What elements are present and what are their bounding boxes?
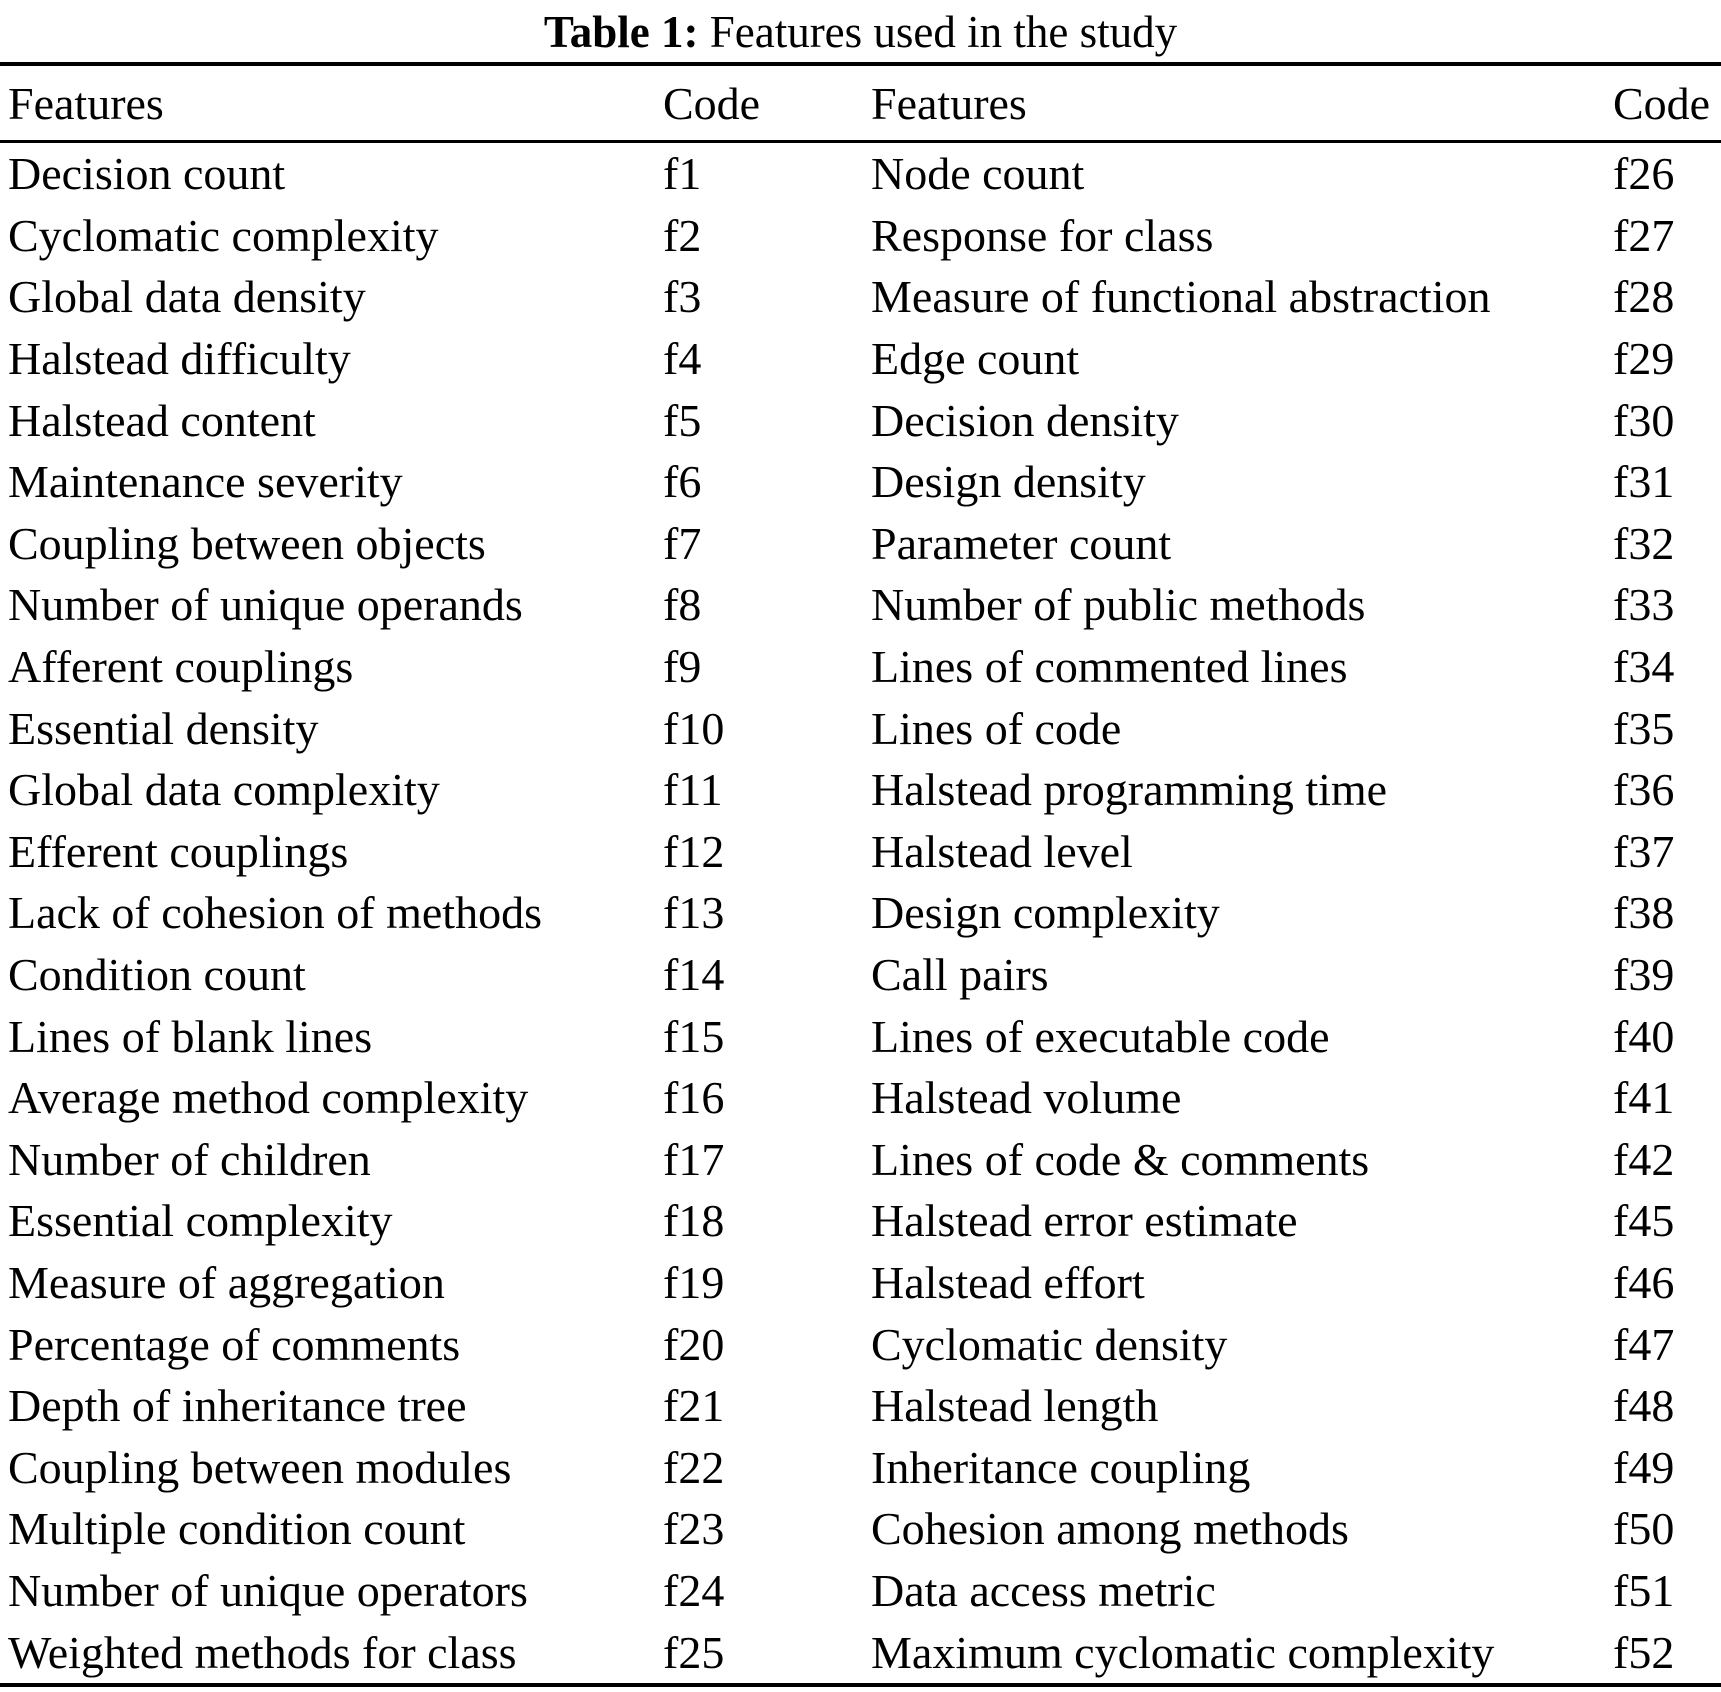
feature-cell: Number of unique operators xyxy=(8,1564,528,1616)
feature-cell: Multiple condition count xyxy=(8,1503,466,1555)
code-cell: f14 xyxy=(663,949,725,1001)
code-cell: f21 xyxy=(663,1380,725,1432)
code-cell: f50 xyxy=(1613,1503,1675,1555)
feature-cell: Coupling between modules xyxy=(8,1441,512,1493)
table-row xyxy=(0,574,1721,636)
code-cell: f35 xyxy=(1613,702,1675,754)
table-row xyxy=(0,636,1721,698)
code-cell: f36 xyxy=(1613,764,1675,816)
code-cell: f47 xyxy=(1613,1318,1675,1370)
code-cell: f41 xyxy=(1613,1072,1675,1124)
feature-cell: Design density xyxy=(871,456,1146,508)
code-cell: f17 xyxy=(663,1133,725,1185)
code-cell: f7 xyxy=(663,517,702,569)
feature-cell: Number of unique operands xyxy=(8,579,523,631)
table-caption xyxy=(0,0,1721,62)
feature-cell: Parameter count xyxy=(871,517,1172,569)
header-features-right: Features xyxy=(871,77,1027,129)
header-code-left: Code xyxy=(663,77,761,129)
table-row xyxy=(0,143,1721,205)
feature-cell: Lines of executable code xyxy=(871,1010,1330,1062)
table-bottom-rule xyxy=(0,1683,1721,1687)
feature-cell: Depth of inheritance tree xyxy=(8,1380,467,1432)
table-row xyxy=(0,266,1721,328)
code-cell: f45 xyxy=(1613,1195,1675,1247)
code-cell: f39 xyxy=(1613,949,1675,1001)
code-cell: f10 xyxy=(663,702,725,754)
feature-cell: Decision count xyxy=(8,148,286,200)
code-cell: f20 xyxy=(663,1318,725,1370)
table-row xyxy=(0,1313,1721,1375)
table-row xyxy=(0,1005,1721,1067)
table-row xyxy=(0,697,1721,759)
code-cell: f40 xyxy=(1613,1010,1675,1062)
feature-cell: Average method complexity xyxy=(8,1072,529,1124)
code-cell: f12 xyxy=(663,825,725,877)
feature-cell: Halstead programming time xyxy=(871,764,1388,816)
feature-cell: Measure of functional abstraction xyxy=(871,271,1491,323)
feature-cell: Measure of aggregation xyxy=(8,1256,445,1308)
feature-cell: Number of public methods xyxy=(871,579,1366,631)
feature-cell: Decision density xyxy=(871,394,1179,446)
code-cell: f3 xyxy=(663,271,702,323)
feature-cell: Maximum cyclomatic complexity xyxy=(871,1626,1495,1678)
code-cell: f22 xyxy=(663,1441,725,1493)
code-cell: f32 xyxy=(1613,517,1675,569)
table-row xyxy=(0,389,1721,451)
feature-cell: Node count xyxy=(871,148,1085,200)
table-row xyxy=(0,759,1721,821)
feature-cell: Lines of blank lines xyxy=(8,1010,373,1062)
table-row xyxy=(0,821,1721,883)
table-row xyxy=(0,1190,1721,1252)
code-cell: f18 xyxy=(663,1195,725,1247)
code-cell: f13 xyxy=(663,887,725,939)
feature-cell: Response for class xyxy=(871,209,1214,261)
feature-cell: Condition count xyxy=(8,949,306,1001)
feature-cell: Essential density xyxy=(8,702,319,754)
code-cell: f4 xyxy=(663,333,702,385)
code-cell: f30 xyxy=(1613,394,1675,446)
code-cell: f48 xyxy=(1613,1380,1675,1432)
code-cell: f42 xyxy=(1613,1133,1675,1185)
code-cell: f25 xyxy=(663,1626,725,1678)
feature-cell: Global data complexity xyxy=(8,764,440,816)
feature-cell: Efferent couplings xyxy=(8,825,349,877)
code-cell: f34 xyxy=(1613,641,1675,693)
table-caption-label: Table 1: xyxy=(543,7,699,57)
code-cell: f8 xyxy=(663,579,702,631)
code-cell: f37 xyxy=(1613,825,1675,877)
code-cell: f28 xyxy=(1613,271,1675,323)
feature-cell: Afferent couplings xyxy=(8,641,354,693)
code-cell: f46 xyxy=(1613,1256,1675,1308)
feature-cell: Global data density xyxy=(8,271,366,323)
feature-cell: Halstead length xyxy=(871,1380,1159,1432)
code-cell: f49 xyxy=(1613,1441,1675,1493)
code-cell: f29 xyxy=(1613,333,1675,385)
feature-cell: Edge count xyxy=(871,333,1080,385)
feature-cell: Cyclomatic density xyxy=(871,1318,1228,1370)
header-features-left: Features xyxy=(8,77,164,129)
feature-cell: Lines of commented lines xyxy=(871,641,1348,693)
code-cell: f1 xyxy=(663,148,702,200)
table-row xyxy=(0,1498,1721,1560)
code-cell: f23 xyxy=(663,1503,725,1555)
table-row xyxy=(0,882,1721,944)
code-cell: f31 xyxy=(1613,456,1675,508)
feature-cell: Halstead content xyxy=(8,394,316,446)
feature-cell: Data access metric xyxy=(871,1564,1216,1616)
code-cell: f15 xyxy=(663,1010,725,1062)
table-row xyxy=(0,1252,1721,1314)
code-cell: f24 xyxy=(663,1564,725,1616)
table-row xyxy=(0,513,1721,575)
code-cell: f38 xyxy=(1613,887,1675,939)
code-cell: f33 xyxy=(1613,579,1675,631)
code-cell: f5 xyxy=(663,394,702,446)
code-cell: f16 xyxy=(663,1072,725,1124)
feature-cell: Design complexity xyxy=(871,887,1220,939)
feature-cell: Maintenance severity xyxy=(8,456,403,508)
feature-cell: Percentage of comments xyxy=(8,1318,461,1370)
code-cell: f19 xyxy=(663,1256,725,1308)
feature-cell: Lack of cohesion of methods xyxy=(8,887,542,939)
feature-cell: Call pairs xyxy=(871,949,1049,1001)
feature-cell: Halstead level xyxy=(871,825,1133,877)
code-cell: f27 xyxy=(1613,209,1675,261)
feature-cell: Halstead error estimate xyxy=(871,1195,1298,1247)
code-cell: f52 xyxy=(1613,1626,1675,1678)
table-row xyxy=(0,1436,1721,1498)
table-row xyxy=(0,1375,1721,1437)
feature-cell: Halstead effort xyxy=(871,1256,1145,1308)
code-cell: f9 xyxy=(663,641,702,693)
feature-cell: Weighted methods for class xyxy=(8,1626,517,1678)
feature-cell: Inheritance coupling xyxy=(871,1441,1251,1493)
table-row xyxy=(0,1621,1721,1683)
table-row xyxy=(0,328,1721,390)
feature-cell: Cohesion among methods xyxy=(871,1503,1349,1555)
feature-cell: Halstead difficulty xyxy=(8,333,351,385)
table-row xyxy=(0,1560,1721,1622)
table-row xyxy=(0,205,1721,267)
table-row xyxy=(0,451,1721,513)
feature-cell: Cyclomatic complexity xyxy=(8,209,439,261)
code-cell: f11 xyxy=(663,764,723,816)
code-cell: f26 xyxy=(1613,148,1675,200)
feature-cell: Number of children xyxy=(8,1133,371,1185)
table-body xyxy=(0,143,1721,1683)
table-caption-text: Features used in the study xyxy=(709,7,1178,57)
feature-cell: Essential complexity xyxy=(8,1195,393,1247)
feature-cell: Coupling between objects xyxy=(8,517,486,569)
feature-cell: Lines of code xyxy=(871,702,1122,754)
header-code-right: Code xyxy=(1613,77,1711,129)
table-row xyxy=(0,944,1721,1006)
code-cell: f2 xyxy=(663,209,702,261)
feature-cell: Lines of code & comments xyxy=(871,1133,1370,1185)
feature-cell: Halstead volume xyxy=(871,1072,1182,1124)
table-row xyxy=(0,1067,1721,1129)
code-cell: f6 xyxy=(663,456,702,508)
table-header-row xyxy=(0,66,1721,140)
code-cell: f51 xyxy=(1613,1564,1675,1616)
table-row xyxy=(0,1129,1721,1191)
